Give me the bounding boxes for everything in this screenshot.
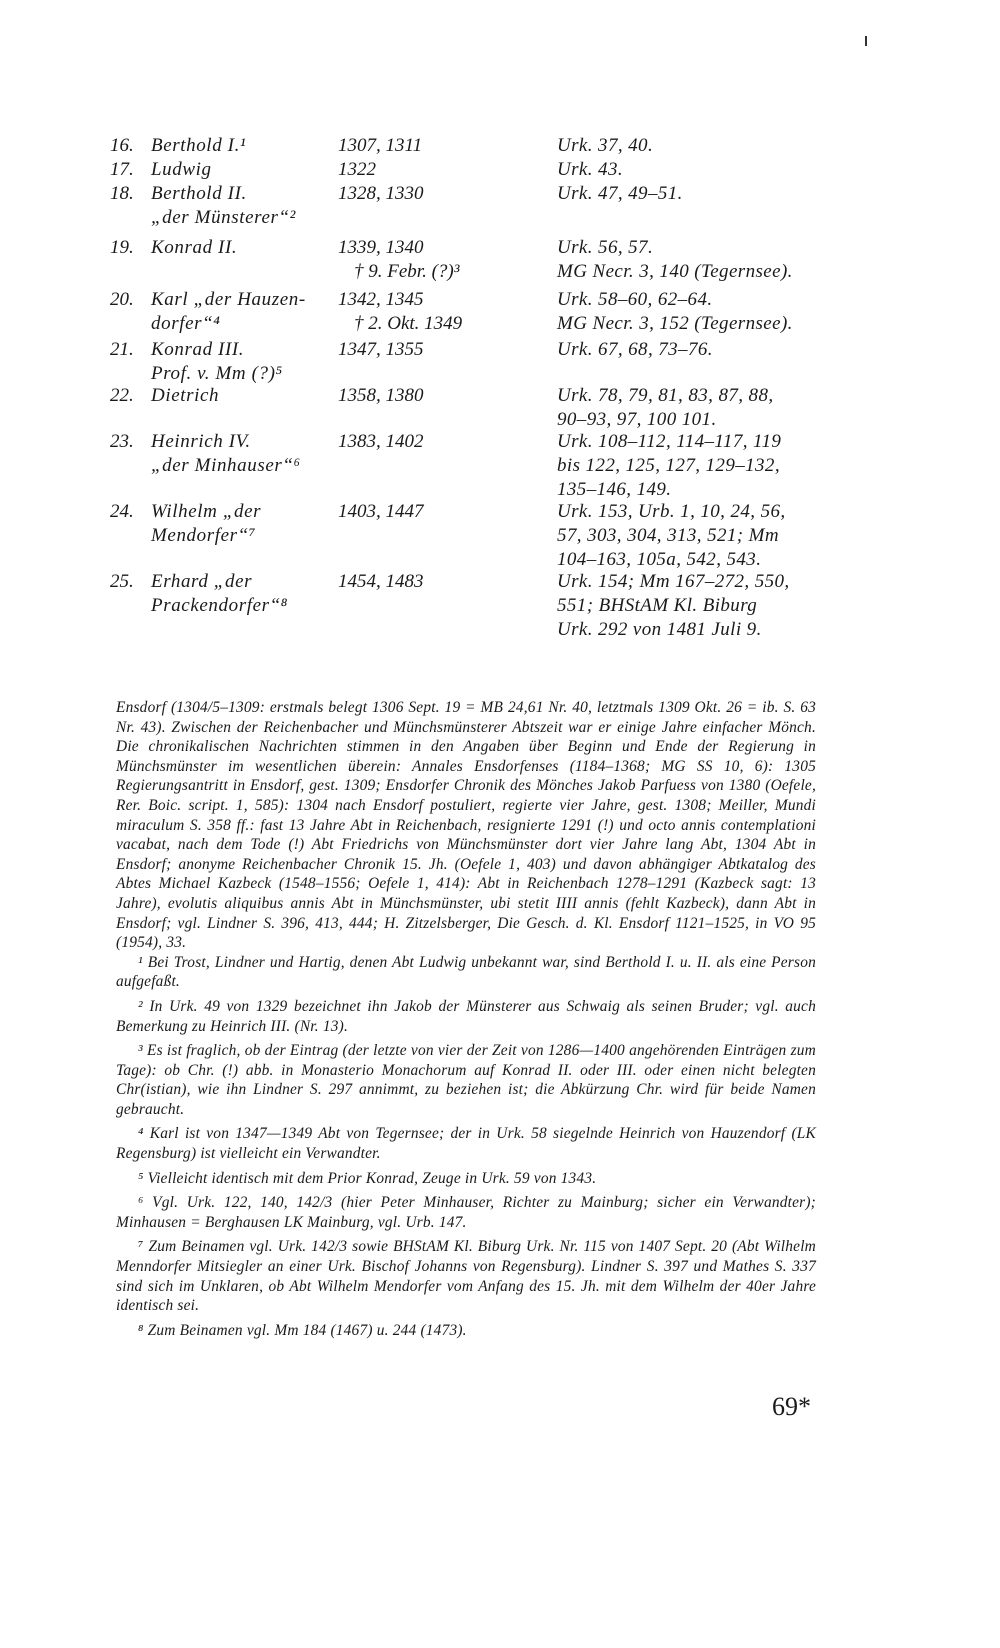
row-number: 23.: [110, 431, 134, 452]
footnote: [116, 953, 816, 992]
abbot-name: [151, 182, 331, 230]
footnote-text: Vgl. Urk. 122, 140, 142/3 (hier Peter Minhauser, Richter zu Mainburg; sicher ein Verwandter); Minhausen = Berghausen LK Mainburg, vgl. Urb. 147.: [116, 1194, 816, 1231]
dates-line: 1347, 1355: [338, 339, 424, 360]
source-line: MG Necr. 3, 152 (Tegernsee).: [557, 313, 793, 334]
source-line: Urk. 37, 40.: [557, 135, 654, 156]
footnote-mark: ⁶: [138, 1194, 144, 1212]
name-line: Erhard „der: [151, 571, 253, 592]
abbot-sources: [557, 500, 835, 572]
footnote: [116, 1237, 816, 1315]
source-line: Urk. 58–60, 62–64.: [557, 289, 713, 310]
source-line: 57, 303, 304, 313, 521; Mm: [557, 525, 780, 546]
name-line: Konrad II.: [151, 237, 238, 258]
abbot-name: [151, 134, 331, 158]
footnote: [116, 1169, 816, 1189]
row-number: 21.: [110, 339, 134, 360]
footnote-text: Zum Beinamen vgl. Urk. 142/3 sowie BHStAM Kl. Biburg Urk. Nr. 115 von 1407 Sept. 20 (Abt Wilhelm Menndorfer Mitsiegler an einer Urk. Bischof Johanns von Regensburg). Lindner S. 397 und Mathes S. 337 sind sich im Unklaren, ob Abt Wilhelm Mendorfer vom Anfang des 15. Jh. mit dem Wilhelm der 40er Jahre identisch sei.: [116, 1238, 816, 1315]
name-line: Heinrich IV.: [151, 431, 251, 452]
footnote-text: In Urk. 49 von 1329 bezeichnet ihn Jakob der Münsterer aus Schwaig als seinen Bruder; vgl. auch Bemerkung zu Heinrich III. (Nr. 13).: [116, 997, 816, 1035]
source-line: Urk. 67, 68, 73–76.: [557, 339, 713, 360]
abbot-sources: [557, 288, 835, 336]
abbot-sources: [557, 384, 835, 432]
dates-line: 1322: [338, 159, 376, 180]
footnote: [116, 1193, 816, 1232]
name-line: Wilhelm „der: [151, 501, 262, 522]
dates-line: 1307, 1311: [338, 135, 423, 156]
abbot-dates: [338, 134, 538, 158]
abbot-sources: [557, 182, 835, 206]
source-line: Urk. 108–112, 114–117, 119: [557, 431, 782, 452]
dates-line: 1358, 1380: [338, 385, 424, 406]
dates-line: 1403, 1447: [338, 501, 424, 522]
abbot-dates: [338, 288, 538, 336]
abbot-dates: [338, 236, 538, 284]
abbot-sources: [557, 236, 835, 284]
dates-line: 1342, 1345: [338, 289, 424, 310]
row-number: 25.: [110, 571, 134, 592]
footnote: [116, 1124, 816, 1163]
abbot-sources: [557, 134, 835, 158]
source-line: Urk. 56, 57.: [557, 237, 654, 258]
abbot-dates: [338, 158, 538, 182]
source-line: Urk. 292 von 1481 Juli 9.: [557, 619, 762, 640]
margin-mark: [865, 36, 867, 46]
source-line: bis 122, 125, 127, 129–132,: [557, 455, 780, 476]
abbot-sources: [557, 338, 835, 362]
footnote-text: Vielleicht identisch mit dem Prior Konrad, Zeuge in Urk. 59 von 1343.: [147, 1169, 597, 1187]
footnote-text: Karl ist von 1347—1349 Abt von Tegernsee; der in Urk. 58 siegelnde Heinrich von Hauzendorf (LK Regensburg) ist vielleicht ein Verwandter.: [116, 1125, 816, 1163]
abbot-sources: [557, 570, 835, 642]
page-number: 69*: [772, 1392, 811, 1421]
abbot-name: [151, 338, 331, 386]
abbot-dates: [338, 570, 538, 594]
abbot-name: [151, 288, 331, 336]
source-line: Urk. 154; Mm 167–272, 550,: [557, 571, 790, 592]
abbot-dates: [338, 338, 538, 362]
name-line: Prof. v. Mm (?)⁵: [151, 363, 283, 384]
abbot-name: [151, 384, 331, 408]
source-line: Urk. 153, Urb. 1, 10, 24, 56,: [557, 501, 786, 522]
abbot-dates: [338, 384, 538, 408]
footnote-mark: ⁵: [138, 1169, 144, 1187]
name-line: Berthold I.¹: [151, 135, 247, 156]
name-line: Berthold II.: [151, 183, 247, 204]
row-number: 20.: [110, 289, 134, 310]
footnote-mark: ²: [138, 997, 143, 1015]
footnote-mark: ⁴: [138, 1125, 144, 1143]
abbot-dates: [338, 182, 538, 206]
source-line: Urk. 47, 49–51.: [557, 183, 683, 204]
dates-line: 1383, 1402: [338, 431, 424, 452]
abbot-sources: [557, 430, 835, 502]
name-line: Dietrich: [151, 385, 220, 406]
source-line: 104–163, 105a, 542, 543.: [557, 549, 762, 570]
abbot-name: [151, 500, 331, 548]
footnote-mark: ⁸: [138, 1321, 144, 1339]
row-number: 24.: [110, 501, 134, 522]
row-number: 17.: [110, 159, 134, 180]
source-line: 90–93, 97, 100 101.: [557, 409, 717, 430]
footnote-text: Bei Trost, Lindner und Hartig, denen Abt Ludwig unbekannt war, sind Berthold I. u. II. als eine Person aufgefaßt.: [116, 953, 816, 991]
abbot-dates: [338, 430, 538, 454]
abbot-name: [151, 158, 331, 182]
source-line: 135–146, 149.: [557, 479, 672, 500]
dates-line: † 9. Febr. (?)³: [354, 261, 460, 282]
notes-section: [116, 698, 816, 1345]
name-line: Karl „der Hauzen-: [151, 289, 306, 310]
abbot-name: [151, 430, 331, 478]
name-line: Ludwig: [151, 159, 212, 180]
dates-line: 1328, 1330: [338, 183, 424, 204]
abbot-dates: [338, 500, 538, 524]
name-line: Mendorfer“⁷: [151, 525, 257, 546]
row-number: 18.: [110, 183, 134, 204]
footnote: [116, 1321, 816, 1341]
footnote: [116, 1041, 816, 1119]
row-number: 22.: [110, 385, 134, 406]
footnote-mark: ³: [138, 1042, 143, 1060]
footnote: [116, 997, 816, 1036]
abbot-name: [151, 236, 331, 260]
main-note: Ensdorf (1304/5–1309: erstmals belegt 1306 Sept. 19 = MB 24,61 Nr. 40, letztmals 1309 Okt. 26 = ib. S. 63 Nr. 43). Zwischen der Reichenbacher und Münchsmünsterer Abtszeit war er einige Jahre einfacher Mönch. Die chronikalischen Nachrichten stimmen in den Angaben über Beginn und Ende der Regierung in Münchsmünster im wesentlichen überein: Annales Ensdorfenses (1184–1368; MG SS 10, 6): 1305 Regierungsantritt in Ensdorf, gest. 1309; Ensdorfer Chronik des Mönches Jakob Parfuess von 1380 (Oefele, Rer. Boic. script. 1, 585): 1304 nach Ensdorf postuliert, regierte vier Jahre, gest. 1308; Meiller, Mundi miraculum S. 358 ff.: fast 13 Jahre Abt in Reichenbach, resignierte 1291 (!) und octo annis contemplationi vacabat, nach dem Tode (!) Abt Friedrichs von Münchsmünster dort vier Jahre lang Abt, 1304 Abt in Ensdorf; anonyme Reichenbacher Chronik 15. Jh. (Oefele 1, 403) und davon abhängiger Abtkatalog des Abtes Michael Kazbeck (1548–1556; Oefele 1, 414): Abt in Reichenbach 1278–1291 (Kazbeck sagt: 13 Jahre), evolutis aliquibus annis Abt in Münchsmünster, ubi stetit IIII annis (fehlt Kazbeck), dann Abt in Ensdorf; vgl. Lindner S. 396, 413, 444; H. Zitzelsberger, Die Gesch. d. Kl. Ensdorf 1121–1525, in VO 95 (1954), 33.: [116, 699, 816, 952]
source-line: Urk. 78, 79, 81, 83, 87, 88,: [557, 385, 774, 406]
name-line: Konrad III.: [151, 339, 245, 360]
row-number: 16.: [110, 135, 134, 156]
dates-line: 1339, 1340: [338, 237, 424, 258]
abbot-sources: [557, 158, 835, 182]
dates-line: 1454, 1483: [338, 571, 424, 592]
row-number: 19.: [110, 237, 134, 258]
source-line: Urk. 43.: [557, 159, 623, 180]
footnote-mark: ¹: [138, 953, 143, 971]
abbot-name: [151, 570, 331, 618]
footnote-text: Es ist fraglich, ob der Eintrag (der letzte von vier der Zeit von 1286—1400 angehörenden Einträgen zum Tage): ob Chr. (!) abb. in Monasterio Monachorum auf Konrad II. oder III. oder einen nicht belegten Chr(istian), wie ihn Lindner S. 297 annimmt, zu beziehen ist; die Abkürzung Chr. wird für beide Namen gebraucht.: [116, 1042, 816, 1118]
dates-line: † 2. Okt. 1349: [354, 313, 463, 334]
footnote-text: Zum Beinamen vgl. Mm 184 (1467) u. 244 (1473).: [147, 1321, 467, 1339]
source-line: 551; BHStAM Kl. Biburg: [557, 595, 758, 616]
name-line: Prackendorfer“⁸: [151, 595, 288, 616]
name-line: „der Münsterer“²: [151, 207, 296, 228]
name-line: dorfer“⁴: [151, 313, 221, 334]
footnote-mark: ⁷: [138, 1238, 144, 1256]
source-line: MG Necr. 3, 140 (Tegernsee).: [557, 261, 793, 282]
name-line: „der Minhauser“⁶: [151, 455, 301, 476]
